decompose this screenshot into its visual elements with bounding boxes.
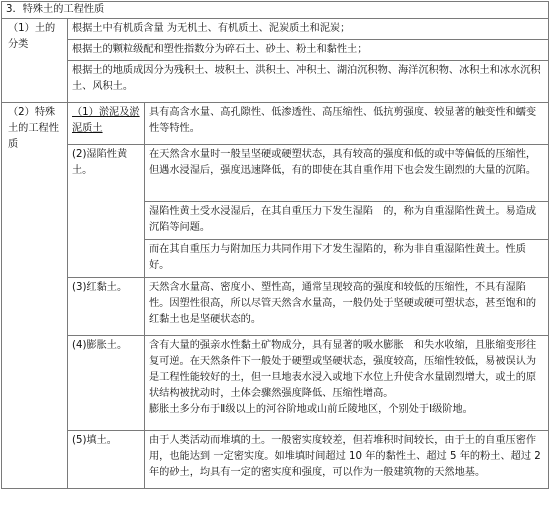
fill-soil-label: (5)填土。 (68, 431, 145, 489)
classification-row-3 (2, 61, 549, 103)
loess-description-3: 而在其自重压力与附加压力共同作用下才发生湿陷的，称为非自重湿陷性黄土。性质好。 (145, 240, 549, 278)
loess-label: (2)湿陷性黄土。 (68, 145, 145, 278)
section-title: 3．特殊土的工程性质 (2, 2, 549, 19)
expansive-soil-label: (4)膨胀土。 (68, 336, 145, 431)
classification-row-2 (2, 40, 549, 61)
special-soil-row-loess-1 (2, 145, 549, 202)
loess-description-2: 湿陷性黄土受水浸湿后，在其自重压力下发生湿陷 的，称为自重湿陷性黄土。易造成沉陷等问题。 (145, 202, 549, 240)
silt-label (68, 103, 145, 145)
red-clay-description: 天然含水量高、密度小、塑性高，通常呈现较高的强度和较低的压缩性，不具有湿陷性。因塑性很高，所以尽管天然含水量高，一般仍处于坚硬或硬可塑状态，甚至饱和的红黏土也是坚硬状态的。 (145, 278, 549, 336)
red-clay-label: (3)红黏土。 (68, 278, 145, 336)
special-soil-row-expansive (2, 336, 549, 431)
classification-line-2: 根据土的颗粒级配和塑性指数分为碎石土、砂土、粉土和黏性土； (68, 40, 549, 61)
silt-description: 具有高含水量、高孔隙性、低渗透性、高压缩性、低抗剪强度、较显著的触变性和蠕变性等特性。 (145, 103, 549, 145)
title-row (2, 2, 549, 19)
expansive-soil-para-1: 含有大量的强亲水性黏土矿物成分，具有显著的吸水膨胀 和失水收缩，且胀缩变形往复可逆。在天然条件下一般处于硬塑或坚硬状态，强度较高，压缩性较低，易被误认为是工程性能较好的土，但一旦地表水浸入或地下水位上升使含水量剧烈增大，或土的原状结构被扰动时，土体会骤然强度降低、压缩性增高。 (149, 340, 537, 399)
special-soil-category: （2）特殊土的工程性质 (2, 103, 68, 489)
classification-line-3: 根据土的地质成因分为残积土、坡积土、洪积土、冲积土、湖泊沉积物、海洋沉积物、冰积土和冰水沉积土、风积土。 (68, 61, 549, 103)
fill-soil-description: 由于人类活动而堆填的土。一般密实度较差，但若堆积时间较长，由于土的自重压密作用，也能达到 一定密实度。如堆填时间超过 10 年的黏性土、超过 5 年的粉土、超过 2 年的砂土，均具有一定的密实度和强度，可以作为一般建筑物的天然地基。 (145, 431, 549, 489)
classification-row-1 (2, 19, 549, 40)
expansive-soil-para-2: 膨胀土多分布于Ⅱ级以上的河谷阶地或山前丘陵地区，个别处于Ⅰ级阶地。 (149, 404, 473, 415)
classification-category: （1）土的分类 (2, 19, 68, 103)
special-soil-row-red-clay (2, 278, 549, 336)
classification-line-1 (68, 19, 549, 40)
loess-description-1: 在天然含水量时一般呈坚硬或硬塑状态，具有较高的强度和低的或中等偏低的压缩性，但遇水浸湿后，强度迅速降低，有的即使在其自重作用下也会发生剧烈的大量的沉陷。 (145, 145, 549, 202)
special-soil-table (1, 1, 549, 489)
silt-label-text: （1）淤泥及淤泥质土 (72, 107, 140, 134)
expansive-soil-description (145, 336, 549, 431)
special-soil-row-fill (2, 431, 549, 489)
special-soil-row-silt (2, 103, 549, 145)
classification-line-1-text: 根据土中有机质含量 为无机土、有机质土、泥炭质土和泥炭； (72, 23, 351, 34)
